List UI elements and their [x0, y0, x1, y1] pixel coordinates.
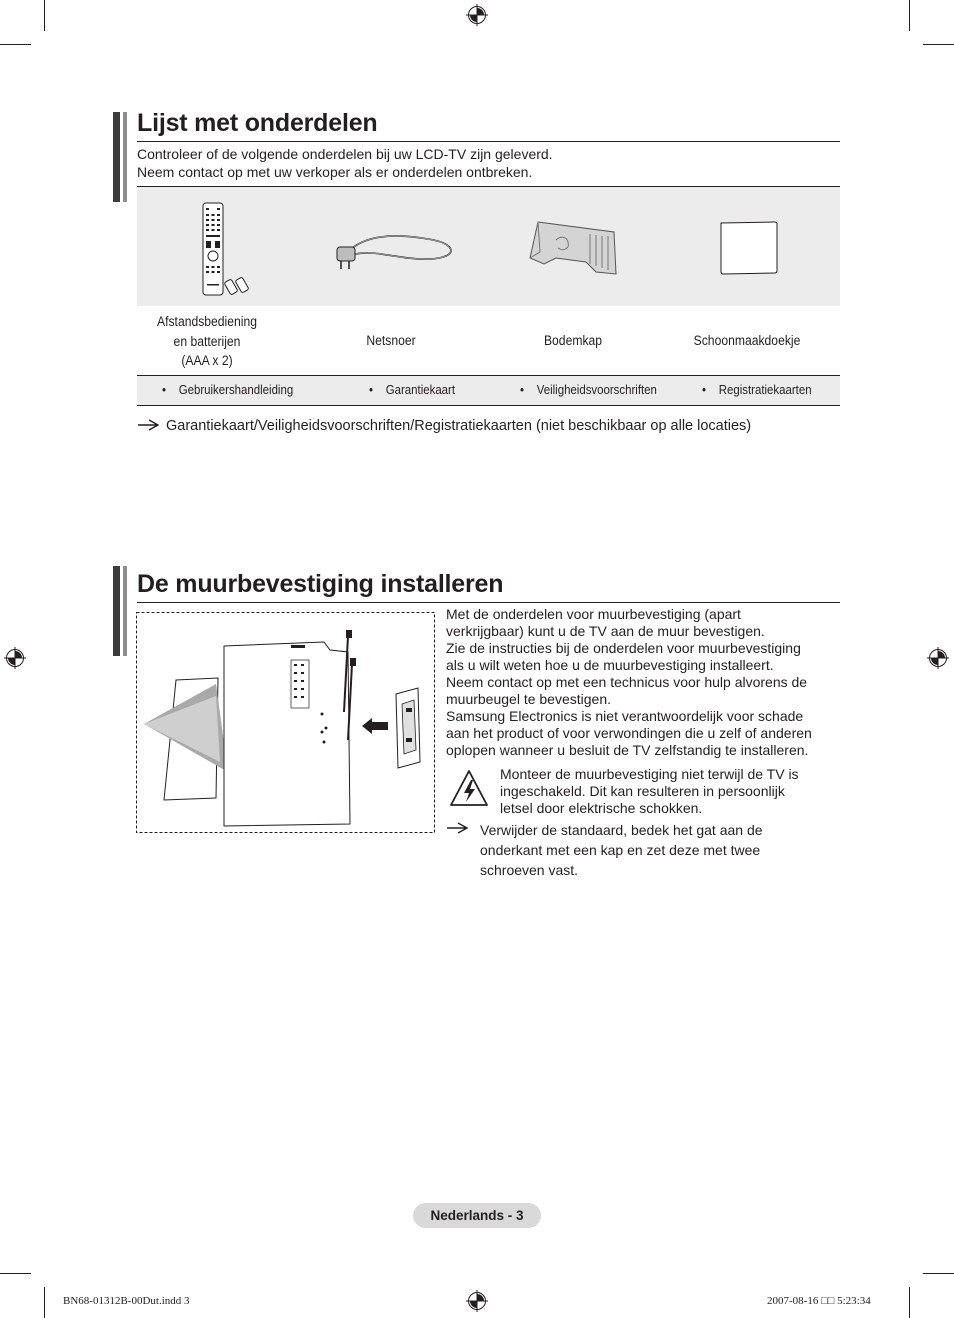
- stand-removal-note: [480, 820, 763, 880]
- registration-mark-icon: [4, 647, 26, 669]
- body-line: oplopen wanneer u besluit de TV zelfstandig te installeren.: [446, 742, 809, 758]
- wall-mount-illustration: [136, 612, 436, 834]
- part-label: [144, 312, 270, 371]
- intro-line: Neem contact op met uw verkoper als er onderdelen ontbreken.: [137, 164, 533, 180]
- part-label: Bodemkap: [543, 333, 603, 348]
- warning-line: letsel door elektrische schokken.: [500, 800, 703, 816]
- body-line: Zie de instructies bij de onderdelen voor muurbevestiging: [446, 640, 801, 656]
- bullet-item: • Gebruikershandleiding: [162, 382, 294, 397]
- bullet-item: • Veiligheidsvoorschriften: [520, 382, 657, 397]
- cleaning-cloth-icon: [717, 219, 781, 277]
- body-line: Met de onderdelen voor muurbevestiging (apart: [446, 606, 741, 622]
- remote-control-icon: [198, 200, 258, 298]
- section-title: De muurbevestiging installeren: [137, 570, 504, 598]
- part-label: Schoonmaakdoekje: [693, 333, 801, 348]
- part-label-line: en batterijen: [173, 333, 241, 349]
- file-slug: BN68-01312B-00Dut.indd 3: [63, 1295, 190, 1307]
- part-label: Netsnoer: [366, 333, 416, 348]
- electric-shock-warning-icon: [448, 768, 490, 808]
- note-line: Verwijder de standaard, bedek het gat aan de: [480, 822, 763, 838]
- note-line: onderkant met een kap en zet deze met twee: [480, 842, 761, 858]
- section-marker: [123, 112, 127, 202]
- note-line: schroeven vast.: [480, 862, 579, 878]
- section-marker: [123, 566, 127, 656]
- part-label-line: Afstandsbediening: [157, 314, 257, 329]
- section-title: Lijst met onderdelen: [137, 109, 378, 137]
- body-line: verkrijgbaar) kunt u de TV aan de muur bevestigen.: [446, 623, 765, 639]
- note-arrow-icon: [137, 418, 159, 432]
- body-line: Samsung Electronics is niet verantwoordelijk voor schade: [446, 708, 804, 724]
- note-arrow-icon: [446, 821, 468, 835]
- bullet-text: Garantiekaart: [385, 382, 456, 397]
- bullet-item: • Garantiekaart: [369, 382, 456, 397]
- mount-instructions: [446, 606, 812, 759]
- accessories-row: [137, 375, 840, 406]
- section-marker: [113, 112, 120, 202]
- body-line: aan het product of voor verwondingen die u zelf of anderen: [446, 725, 812, 741]
- bullet-item: • Registratiekaarten: [702, 382, 812, 397]
- registration-mark-icon: [927, 647, 949, 669]
- bullet-text: Veiligheidsvoorschriften: [536, 382, 657, 397]
- body-line: als u wilt weten hoe u de muurbevestiging installeert.: [446, 657, 774, 673]
- body-line: muurbeugel te bevestigen.: [446, 691, 611, 707]
- registration-mark-icon: [466, 1290, 488, 1312]
- bullet-text: Registratiekaarten: [718, 382, 812, 397]
- registration-mark-icon: [466, 4, 488, 26]
- title-rule: [137, 141, 840, 142]
- title-rule: [137, 602, 840, 603]
- intro-line: Controleer of de volgende onderdelen bij uw LCD-TV zijn geleverd.: [137, 146, 553, 162]
- date-slug: 2007-08-16 □□ 5:23:34: [767, 1295, 871, 1307]
- bottom-cover-icon: [526, 218, 618, 278]
- power-cord-icon: [333, 225, 459, 273]
- availability-note: Garantiekaart/Veiligheidsvoorschriften/Registratiekaarten (niet beschikbaar op alle locaties): [166, 418, 752, 434]
- warning-line: Monteer de muurbevestiging niet terwijl de TV is: [500, 766, 799, 782]
- part-label-line: (AAA x 2): [181, 353, 233, 368]
- bullet-text: Gebruikershandleiding: [178, 382, 294, 397]
- intro-text: [137, 145, 553, 181]
- section-marker: [113, 566, 120, 656]
- page-number: Nederlands - 3: [413, 1203, 541, 1228]
- warning-text: [500, 766, 799, 817]
- warning-line: ingeschakeld. Dit kan resulteren in persoonlijk: [500, 783, 785, 799]
- body-line: Neem contact op met een technicus voor hulp alvorens de: [446, 674, 808, 690]
